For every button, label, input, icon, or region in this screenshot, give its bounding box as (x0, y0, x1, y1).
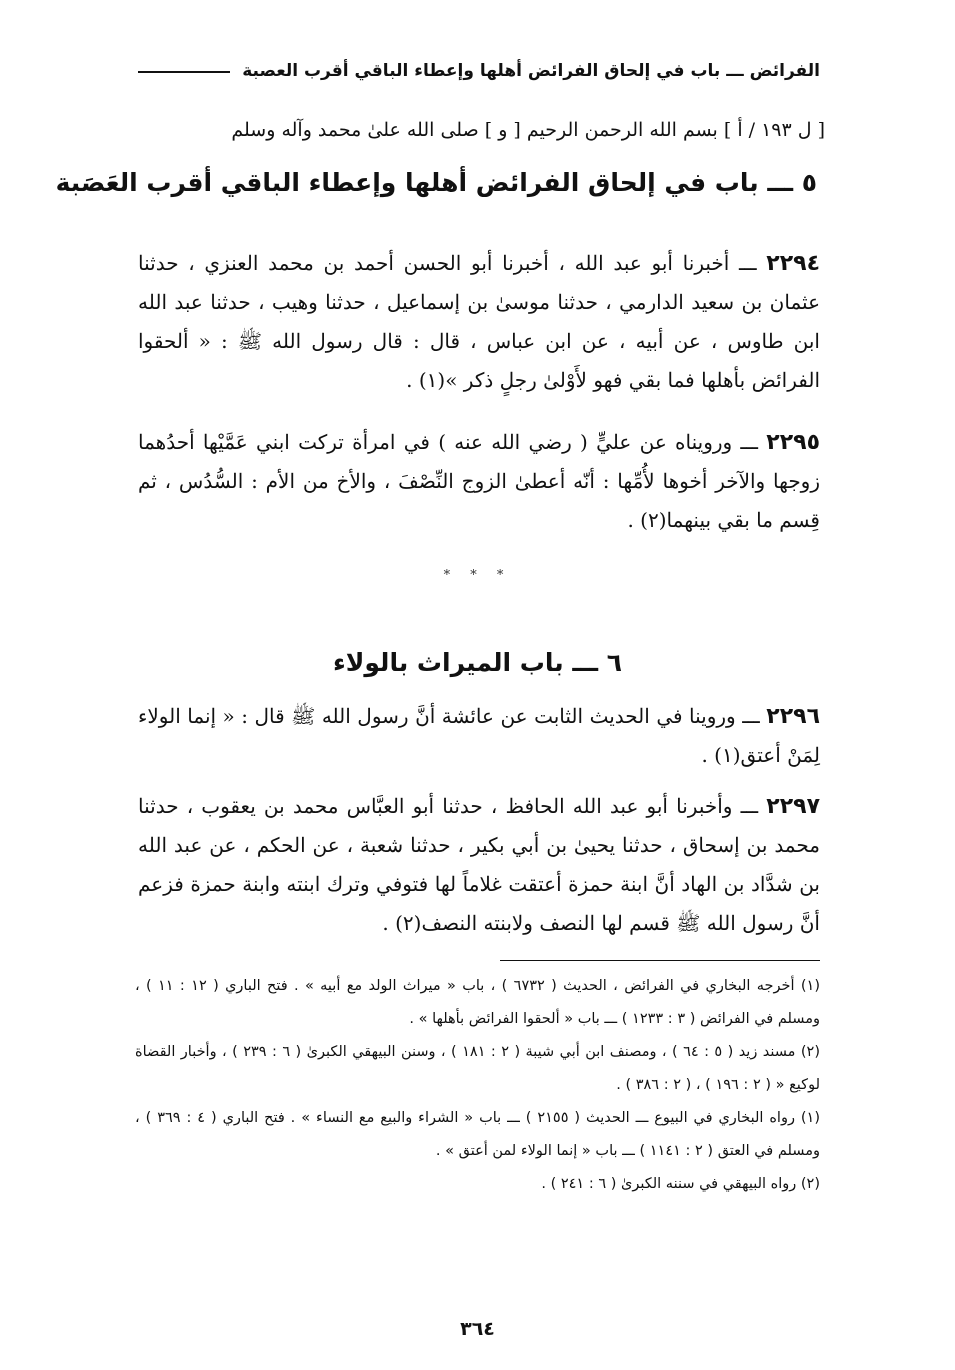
running-header-text: الفرائض ـــ باب في إلحاق الفرائض أهلها وإعطاء الباقي أقرب العصبة (242, 61, 820, 81)
footnote: (٢) مسند زيد ( ٥ : ٦٤ ) ، ومصنف ابن أبي شيبة ( ٢ : ١٨١ ) ، وسنن البيهقي الكبرىٰ ( ٦ : ٢٣٩ ) ، وأخبار القضاة لوكيع « ( ٢ : ١٩٦ ) ، ( ٢ : ٣٨٦ ) . (135, 1044, 821, 1093)
hadith-number: ٢٢٩٧ (766, 794, 821, 819)
hadith-number: ٢٢٩٥ (766, 430, 820, 455)
hadith-text: ـــ وروينا في الحديث الثابت عن عائشة أنَّ رسول الله ﷺ قال : « إنما الولاء لِمَنْ أعتق(١) . (138, 704, 820, 767)
footnote: (١) رواه البخاري في البيوع ـــ الحديث ( ٢١٥٥ ) ـــ باب « الشراء والبيع مع النساء » . فتح الباري ( ٤ : ٣٦٩ ) ، ومسلم في العتق ( ٢ : ١١٤١ ) ـــ باب « إنما الولاء لمن أعتق » . (135, 1110, 821, 1159)
chapter-6-title: ٦ ـــ باب الميراث بالولاء (332, 648, 622, 677)
chapter-5-title: ٥ ـــ باب في إلحاق الفرائض أهلها وإعطاء الباقي أقرب العَصَبة (55, 168, 817, 197)
running-header (138, 56, 820, 86)
hadith-number: ٢٢٩٤ (766, 251, 821, 276)
header-rule (138, 71, 230, 73)
hadith-text: ـــ ورويناه عن عليٍّ ( رضي الله عنه ) في امرأة تركت ابني عَمَّيْها أحدُهما زوجها والآخر أخوها لأُمِّها : أنّه أعطىٰ الزوج النِّصْفَ ، والأخ من الأم : السُّدُس ، ثم قِسم ما بقي بينهما(٢) . (138, 430, 820, 532)
hadith-text: ـــ أخبرنا أبو عبد الله ، أخبرنا أبو الحسن أحمد بن محمد العنزي ، حدثنا عثمان بن سعيد الدارمي ، حدثنا موسىٰ بن إسماعيل ، حدثنا وهيب ، حدثنا عبد الله ابن طاوس ، عن أبيه ، عن ابن عباس ، قال : قال رسول الله ﷺ : « ألحقوا الفرائض بأهلها فما بقي فهو لأَوْلىٰ رجلٍ ذكر »(١) . (138, 251, 820, 392)
section-separator: * * * (443, 568, 512, 583)
hadith-2294 (138, 244, 820, 400)
footnote: (١) أخرجه البخاري في الفرائض ، الحديث ( ٦٧٣٢ ) ، باب « ميراث الولد مع أبيه » . فتح الباري ( ١٢ : ١١ ) ، ومسلم في الفرائض ( ٣ : ١٢٣٣ ) ـــ باب « ألحقوا الفرائض بأهلها » . (135, 978, 820, 1027)
hadith-number: ٢٢٩٦ (766, 704, 820, 729)
footnote-rule (500, 960, 820, 961)
hadith-text: ـــ وأخبرنا أبو عبد الله الحافظ ، حدثنا أبو العبَّاس محمد بن يعقوب ، حدثنا محمد بن إسحاق ، حدثنا يحيىٰ بن أبي بكير ، حدثنا شعبة ، عن الحكم ، عن عبد الله بن شدَّاد بن الهاد أنَّ ابنة حمزة أعتقت غلاماً لها فتوفي وترك ابنته وابنة حمزة فزعم أنَّ رسول الله ﷺ قسم لها النصف ولابنته النصف(٢) . (138, 794, 820, 935)
hadith-2296 (138, 697, 820, 775)
hadith-2295 (138, 423, 820, 540)
footnote: (٢) رواه البيهقي في سننه الكبرىٰ ( ٦ : ٢٤١ ) . (541, 1176, 820, 1192)
hadith-2297 (138, 787, 820, 943)
page-number: ٣٦٤ (460, 1318, 495, 1340)
footnotes (135, 970, 820, 1201)
basmala-line: [ ل ١٩٣ / أ ] بسم الله الرحمن الرحيم [ و ] صلى الله علىٰ محمد وآله وسلم (231, 119, 825, 141)
